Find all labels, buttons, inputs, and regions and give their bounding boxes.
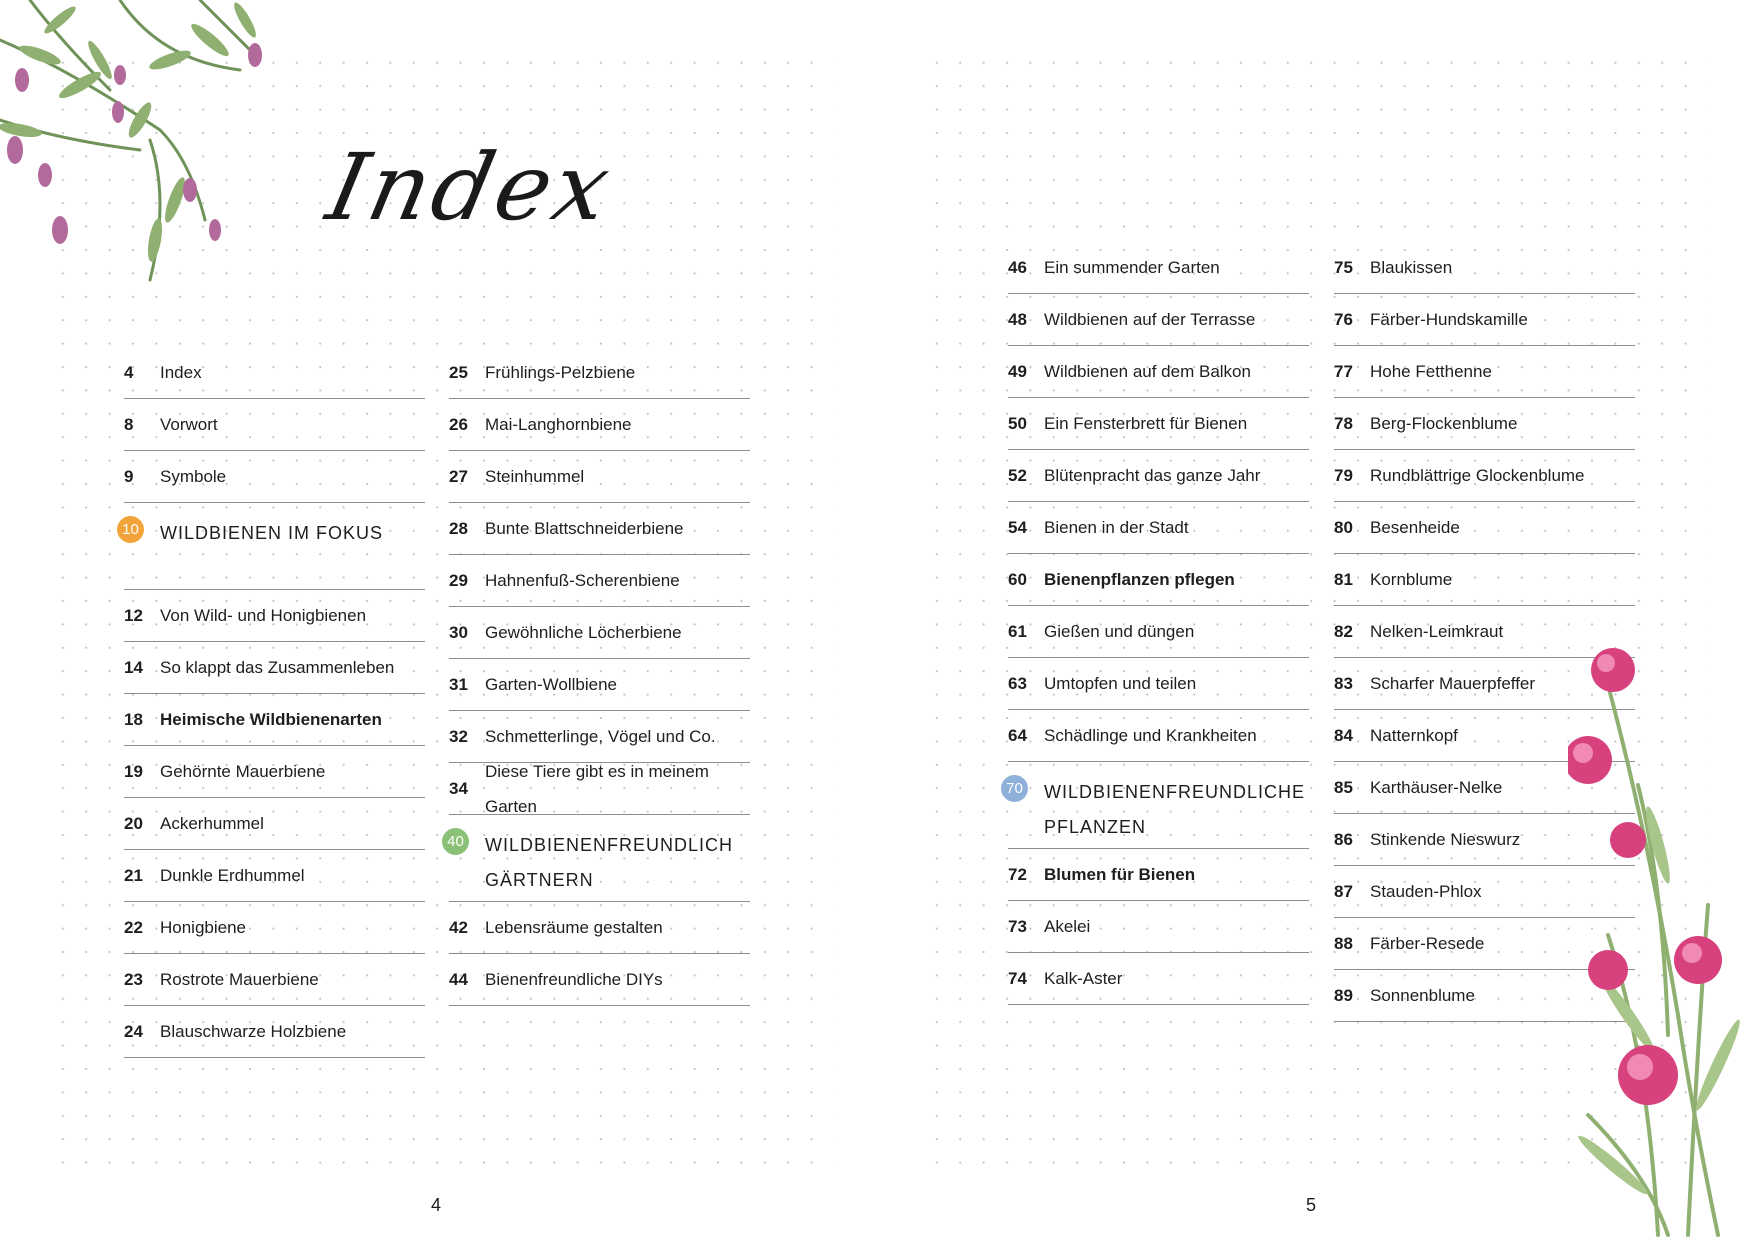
entry-page-number: 54 (1008, 517, 1027, 537)
entry-page-number: 80 (1334, 517, 1353, 537)
entry-page-number: 21 (124, 865, 143, 885)
index-entry (1008, 450, 1309, 502)
index-entry (449, 555, 750, 607)
entry-page-number: 12 (124, 605, 143, 625)
index-entry (124, 746, 425, 798)
entry-page-number: 8 (124, 414, 134, 434)
entry-page-number: 79 (1334, 465, 1353, 485)
entry-label: Kornblume (1370, 570, 1453, 589)
index-entry (1008, 849, 1309, 901)
entry-label: Rundblättrige Glockenblume (1370, 466, 1585, 485)
section-badge-number: 40 (442, 828, 469, 855)
index-entry (1008, 658, 1309, 710)
entry-label: Vorwort (160, 415, 218, 434)
entry-label: Rostrote Mauerbiene (160, 970, 319, 989)
index-entry (449, 954, 750, 1006)
entry-page-number: 48 (1008, 309, 1027, 329)
index-entry (1334, 554, 1635, 606)
index-entry (449, 902, 750, 954)
entry-page-number: 49 (1008, 361, 1027, 381)
page-number: 5 (1306, 1195, 1317, 1215)
entry-label: Nelken-Leimkraut (1370, 622, 1504, 641)
index-entry (1334, 242, 1635, 294)
index-entry (449, 347, 750, 399)
entry-page-number: 75 (1334, 257, 1353, 277)
index-entry (124, 503, 425, 590)
entry-label: Stauden-Phlox (1370, 882, 1482, 901)
section-heading: WILDBIENENFREUNDLICHE PFLANZEN (1044, 782, 1306, 837)
entry-label: Dunkle Erdhummel (160, 866, 305, 885)
index-entry (449, 399, 750, 451)
entry-page-number: 89 (1334, 985, 1353, 1005)
entry-page-number: 19 (124, 761, 143, 781)
entry-label: Index (160, 363, 202, 382)
right-page (874, 0, 1748, 1240)
entry-page-number: 31 (449, 674, 468, 694)
page-number: 4 (431, 1195, 442, 1215)
entry-page-number: 42 (449, 917, 468, 937)
index-entry (124, 798, 425, 850)
entry-page-number: 22 (124, 917, 143, 937)
entry-page-number: 78 (1334, 413, 1353, 433)
entry-page-number: 63 (1008, 673, 1027, 693)
index-entry (124, 451, 425, 503)
entry-page-number: 87 (1334, 881, 1353, 901)
index-entry (449, 607, 750, 659)
entry-label: Hahnenfuß-Scherenbiene (485, 571, 680, 590)
entry-label: Ein summender Garten (1044, 258, 1220, 277)
index-entry (124, 347, 425, 399)
entry-page-number: 61 (1008, 621, 1027, 641)
entry-label: Diese Tiere gibt es in meinem Garten (485, 761, 709, 816)
index-entry (1334, 346, 1635, 398)
entry-page-number: 77 (1334, 361, 1353, 381)
entry-label: Blütenpracht das ganze Jahr (1044, 466, 1261, 485)
entry-label: Schädlinge und Krankheiten (1044, 726, 1257, 745)
entry-label: Natternkopf (1370, 726, 1458, 745)
index-entry (1008, 554, 1309, 606)
entry-page-number: 60 (1008, 569, 1027, 589)
section-badge (124, 516, 160, 543)
entry-page-number: 30 (449, 622, 468, 642)
entry-page-number: 85 (1334, 777, 1353, 797)
entry-label: Garten-Wollbiene (485, 675, 617, 694)
entry-label: Bienenfreundliche DIYs (485, 970, 663, 989)
index-entry (124, 590, 425, 642)
index-entry (449, 763, 750, 815)
entry-page-number: 74 (1008, 968, 1027, 988)
section-heading: WILDBIENEN IM FOKUS (160, 523, 384, 543)
entry-label: Blauschwarze Holzbiene (160, 1022, 347, 1041)
entry-label: Schmetterlinge, Vögel und Co. (485, 727, 716, 746)
entry-label: Von Wild- und Honigbienen (160, 606, 367, 625)
index-entry (449, 659, 750, 711)
index-entry (1008, 606, 1309, 658)
entry-page-number: 28 (449, 518, 468, 538)
entry-label: Mai-Langhornbiene (485, 415, 632, 434)
entry-label: Karthäuser-Nelke (1370, 778, 1503, 797)
entry-label: Gießen und düngen (1044, 622, 1195, 641)
entry-label: Gewöhnliche Löcherbiene (485, 623, 682, 642)
index-entry (124, 850, 425, 902)
section-badge-number: 70 (1001, 775, 1028, 802)
entry-label: Blumen für Bienen (1044, 865, 1196, 884)
index-entry (124, 954, 425, 1006)
entry-label: Lebensräume gestalten (485, 918, 663, 937)
entry-label: Heimische Wildbienenarten (160, 710, 382, 729)
entry-page-number: 34 (449, 778, 468, 798)
entry-page-number: 26 (449, 414, 468, 434)
entry-label: Wildbienen auf der Terrasse (1044, 310, 1256, 329)
entry-label: Steinhummel (485, 467, 585, 486)
entry-label: Färber-Resede (1370, 934, 1485, 953)
entry-page-number: 50 (1008, 413, 1027, 433)
index-entry (124, 902, 425, 954)
entry-label: Umtopfen und teilen (1044, 674, 1197, 693)
index-entry (1334, 398, 1635, 450)
index-entry (124, 399, 425, 451)
section-heading: WILDBIENENFREUNDLICH GÄRTNERN (485, 835, 734, 890)
entry-page-number: 64 (1008, 725, 1027, 745)
entry-label: Akelei (1044, 917, 1091, 936)
index-entry (124, 694, 425, 746)
index-entry (124, 642, 425, 694)
entry-page-number: 76 (1334, 309, 1353, 329)
index-entry (449, 451, 750, 503)
entry-page-number: 52 (1008, 465, 1027, 485)
index-entry (449, 503, 750, 555)
entry-label: Färber-Hundskamille (1370, 310, 1528, 329)
entry-label: So klappt das Zusammenleben (160, 658, 395, 677)
entry-page-number: 46 (1008, 257, 1027, 277)
entry-page-number: 44 (449, 969, 468, 989)
entry-page-number: 82 (1334, 621, 1353, 641)
entry-page-number: 25 (449, 362, 468, 382)
entry-page-number: 88 (1334, 933, 1353, 953)
entry-page-number: 84 (1334, 725, 1353, 745)
entry-label: Sonnenblume (1370, 986, 1475, 1005)
entry-label: Frühlings-Pelzbiene (485, 363, 636, 382)
section-badge-number: 10 (117, 516, 144, 543)
entry-page-number: 23 (124, 969, 143, 989)
entry-page-number: 81 (1334, 569, 1353, 589)
entry-label: Wildbienen auf dem Balkon (1044, 362, 1251, 381)
index-entry (449, 815, 750, 902)
carnation-illustration (1568, 635, 1748, 1240)
entry-label: Stinkende Nieswurz (1370, 830, 1521, 849)
page-title: Index (318, 134, 623, 241)
entry-label: Honigbiene (160, 918, 247, 937)
entry-page-number: 83 (1334, 673, 1353, 693)
index-entry (1008, 294, 1309, 346)
index-entry (1334, 450, 1635, 502)
section-badge (1008, 775, 1044, 802)
entry-page-number: 73 (1008, 916, 1027, 936)
entry-page-number: 24 (124, 1021, 143, 1041)
index-entry (1008, 502, 1309, 554)
entry-page-number: 27 (449, 466, 468, 486)
entry-label: Hohe Fetthenne (1370, 362, 1492, 381)
entry-label: Berg-Flockenblume (1370, 414, 1518, 433)
entry-label: Blaukissen (1370, 258, 1453, 277)
entry-label: Gehörnte Mauerbiene (160, 762, 326, 781)
entry-label: Kalk-Aster (1044, 969, 1123, 988)
entry-label: Scharfer Mauerpfeffer (1370, 674, 1536, 693)
index-entry (1008, 762, 1309, 849)
index-column-1 (124, 347, 425, 1058)
index-entry (1008, 710, 1309, 762)
entry-page-number: 14 (124, 657, 143, 677)
index-entry (1334, 502, 1635, 554)
entry-page-number: 86 (1334, 829, 1353, 849)
entry-label: Bunte Blattschneiderbiene (485, 519, 684, 538)
entry-page-number: 29 (449, 570, 468, 590)
index-entry (1008, 953, 1309, 1005)
index-entry (124, 1006, 425, 1058)
entry-page-number: 32 (449, 726, 468, 746)
entry-label: Besenheide (1370, 518, 1460, 537)
entry-page-number: 4 (124, 362, 134, 382)
entry-label: Symbole (160, 467, 227, 486)
index-entry (1008, 901, 1309, 953)
index-entry (1008, 398, 1309, 450)
index-entry (1334, 294, 1635, 346)
section-badge (449, 828, 485, 855)
entry-page-number: 9 (124, 466, 134, 486)
lavender-illustration (0, 0, 320, 290)
index-column-3 (1008, 242, 1309, 1005)
entry-page-number: 72 (1008, 864, 1027, 884)
entry-page-number: 20 (124, 813, 143, 833)
entry-label: Ein Fensterbrett für Bienen (1044, 414, 1248, 433)
index-entry (1008, 242, 1309, 294)
entry-page-number: 18 (124, 709, 143, 729)
index-entry (1008, 346, 1309, 398)
entry-label: Bienenpflanzen pflegen (1044, 570, 1235, 589)
entry-label: Ackerhummel (160, 814, 264, 833)
entry-label: Bienen in der Stadt (1044, 518, 1189, 537)
index-column-2 (449, 347, 750, 1006)
